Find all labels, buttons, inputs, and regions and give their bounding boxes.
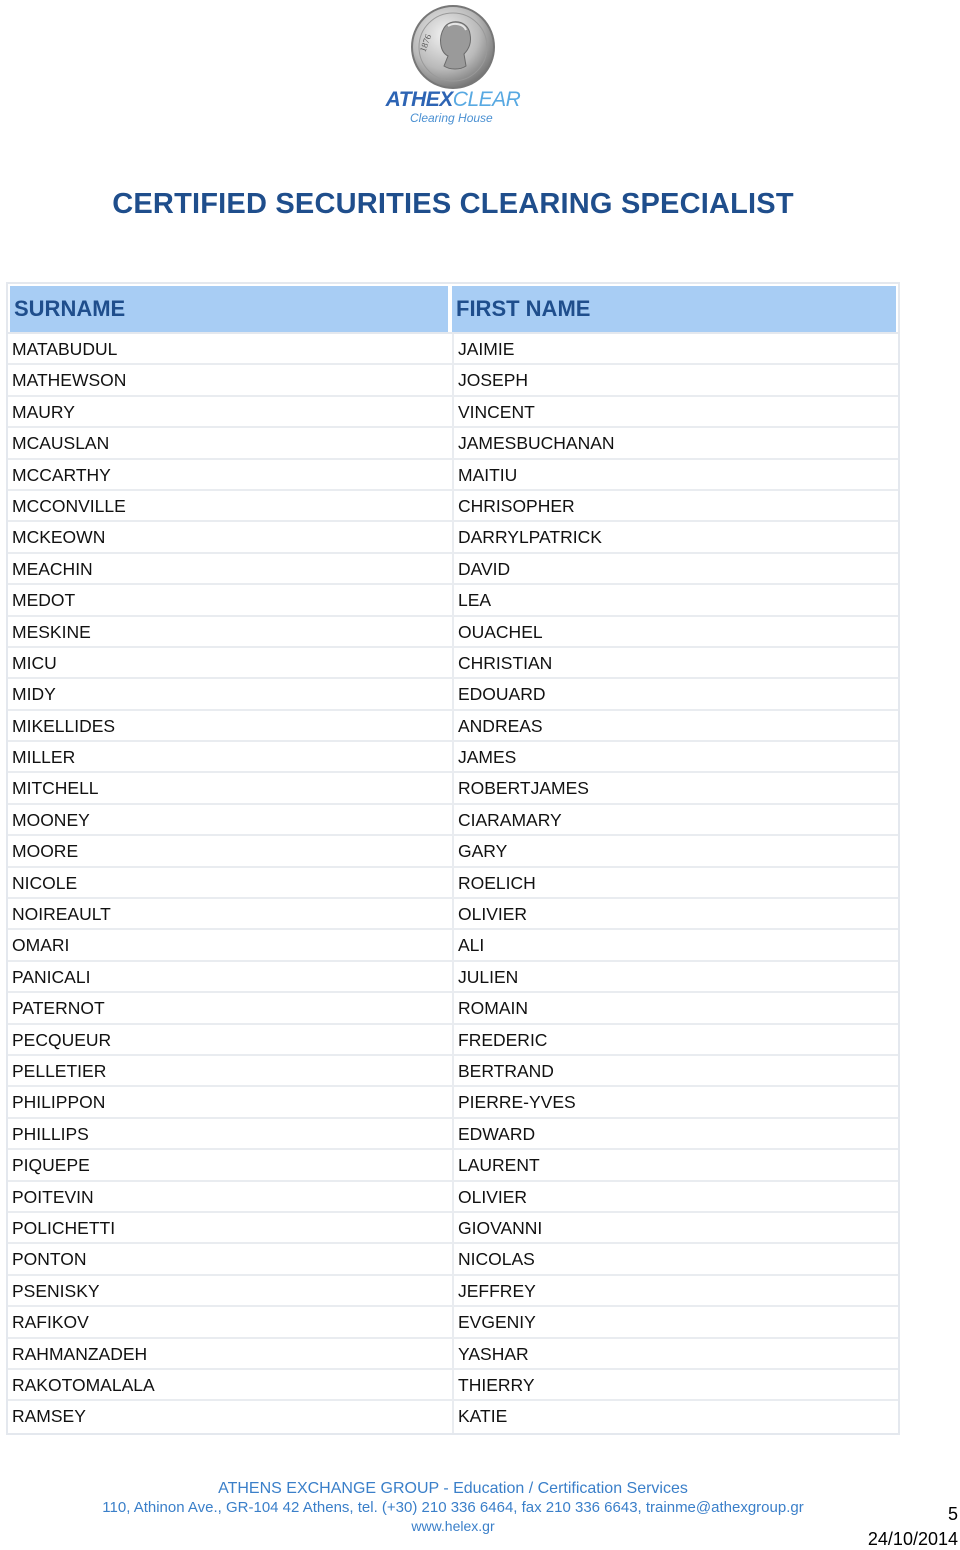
table-row [8, 993, 898, 1024]
cell-first-name: CHRISTIAN [458, 652, 553, 673]
cell-surname: NOIREAULT [8, 899, 454, 928]
cell-first-name: EDOUARD [458, 684, 546, 705]
cell-first-name: ROMAIN [458, 998, 528, 1019]
table-row [8, 428, 898, 459]
table-row [8, 930, 898, 961]
cell-first-name: ROBERTJAMES [458, 778, 589, 799]
table-row [8, 1182, 898, 1213]
page-date: 24/10/2014 [867, 1529, 958, 1549]
cell-first-name: JAMES [458, 747, 517, 768]
table-row [8, 460, 898, 491]
footer-address: 110, Athinon Ave., GR-104 42 Athens, tel. (+30) 210 336 6464, fax 210 336 6643, trainme@athexgroup.gr [102, 1499, 804, 1516]
cell-surname: MIDY [8, 679, 454, 708]
table-row [8, 711, 898, 742]
cell-surname: PHILIPPON [8, 1087, 454, 1116]
cell-first-name: PIERRE-YVES [458, 1092, 576, 1113]
cell-first-name: EDWARD [458, 1123, 536, 1144]
cell-surname: MOONEY [8, 805, 454, 834]
table-row [8, 648, 898, 679]
table-row [8, 679, 898, 710]
table-row [8, 1276, 898, 1307]
cell-first-name: JOSEPH [458, 370, 529, 391]
table-header [8, 284, 898, 334]
brand-athex: ATHEX [385, 88, 453, 111]
table-row [8, 836, 898, 867]
cell-surname: RAHMANZADEH [8, 1339, 454, 1368]
cell-surname: MCCARTHY [8, 460, 454, 489]
page-number: 5 [947, 1504, 958, 1524]
cell-surname: MITCHELL [8, 773, 454, 802]
cell-first-name: GIOVANNI [458, 1217, 543, 1238]
brand-clear: CLEAR [452, 88, 521, 111]
cell-first-name: NICOLAS [458, 1249, 535, 1270]
cell-surname: MIKELLIDES [8, 711, 454, 740]
cell-surname: PECQUEUR [8, 1025, 454, 1054]
table-row [8, 334, 898, 365]
cell-first-name: ALI [458, 935, 485, 956]
cell-first-name: CHRISOPHER [458, 495, 575, 516]
table-row [8, 491, 898, 522]
cell-surname: PANICALI [8, 962, 454, 991]
cell-surname: MCKEOWN [8, 522, 454, 551]
footer [0, 1479, 906, 1535]
table-row [8, 868, 898, 899]
footer-org: ATHENS EXCHANGE GROUP - Education / Certification Services [218, 1480, 688, 1497]
cell-surname: RAFIKOV [8, 1307, 454, 1336]
cell-first-name: CIARAMARY [458, 809, 562, 830]
seal-year: 1876 [417, 32, 434, 54]
cell-first-name: DARRYLPATRICK [458, 527, 602, 548]
specialists-table [6, 282, 900, 1435]
cell-first-name: OLIVIER [458, 904, 528, 925]
cell-first-name: EVGENIY [458, 1312, 536, 1333]
cell-first-name: THIERRY [458, 1374, 535, 1395]
table-body [8, 334, 898, 1433]
footer-website: www.helex.gr [411, 1518, 495, 1534]
page-title: CERTIFIED SECURITIES CLEARING SPECIALIST [112, 188, 794, 220]
cell-surname: MESKINE [8, 617, 454, 646]
cell-surname: NICOLE [8, 868, 454, 897]
cell-surname: MICU [8, 648, 454, 677]
cell-surname: PATERNOT [8, 993, 454, 1022]
table-row [8, 1119, 898, 1150]
table-row [8, 1307, 898, 1338]
cell-first-name: MAITIU [458, 464, 518, 485]
cell-surname: OMARI [8, 930, 454, 959]
column-header-first-name: FIRST NAME [452, 286, 896, 332]
table-row [8, 805, 898, 836]
cell-surname: MILLER [8, 742, 454, 771]
table-row [8, 585, 898, 616]
cell-first-name: GARY [458, 841, 508, 862]
cell-surname: POLICHETTI [8, 1213, 454, 1242]
table-row [8, 554, 898, 585]
column-header-surname: SURNAME [10, 286, 448, 332]
cell-surname: MEDOT [8, 585, 454, 614]
cell-surname: PONTON [8, 1244, 454, 1273]
coin-seal-icon [410, 4, 496, 90]
cell-first-name: ANDREAS [458, 715, 543, 736]
cell-first-name: VINCENT [458, 401, 535, 422]
table-row [8, 742, 898, 773]
table-row [8, 1401, 898, 1432]
cell-surname: MCCONVILLE [8, 491, 454, 520]
cell-first-name: BERTRAND [458, 1060, 554, 1081]
cell-surname: MATHEWSON [8, 365, 454, 394]
cell-surname: RAMSEY [8, 1401, 454, 1432]
table-row [8, 1213, 898, 1244]
cell-surname: PSENISKY [8, 1276, 454, 1305]
table-row [8, 962, 898, 993]
cell-first-name: YASHAR [458, 1343, 529, 1364]
cell-first-name: JEFFREY [458, 1280, 536, 1301]
cell-first-name: OLIVIER [458, 1186, 528, 1207]
cell-first-name: FREDERIC [458, 1029, 548, 1050]
table-row [8, 773, 898, 804]
cell-first-name: LAURENT [458, 1155, 540, 1176]
cell-first-name: LEA [458, 590, 492, 611]
table-row [8, 1056, 898, 1087]
cell-surname: PHILLIPS [8, 1119, 454, 1148]
table-row [8, 397, 898, 428]
cell-surname: MAURY [8, 397, 454, 426]
cell-surname: PELLETIER [8, 1056, 454, 1085]
table-row [8, 1150, 898, 1181]
cell-first-name: JAIMIE [458, 339, 515, 359]
brand-subtitle: Clearing House [410, 111, 493, 125]
table-row [8, 365, 898, 396]
table-row [8, 1244, 898, 1275]
table-row [8, 1025, 898, 1056]
cell-first-name: DAVID [458, 558, 511, 579]
cell-surname: MEACHIN [8, 554, 454, 583]
table-row [8, 1087, 898, 1118]
cell-surname: MATABUDUL [8, 334, 454, 363]
cell-surname: POITEVIN [8, 1182, 454, 1211]
cell-surname: MCAUSLAN [8, 428, 454, 457]
cell-first-name: OUACHEL [458, 621, 543, 642]
cell-first-name: ROELICH [458, 872, 536, 893]
athexclear-logo [380, 4, 540, 124]
brand-wordmark [380, 88, 526, 112]
table-row [8, 1370, 898, 1401]
cell-surname: PIQUEPE [8, 1150, 454, 1179]
cell-first-name: JULIEN [458, 966, 519, 987]
table-row [8, 522, 898, 553]
cell-first-name: KATIE [458, 1406, 508, 1427]
table-row [8, 899, 898, 930]
cell-surname: RAKOTOMALALA [8, 1370, 454, 1399]
cell-surname: MOORE [8, 836, 454, 865]
table-row [8, 617, 898, 648]
table-row [8, 1339, 898, 1370]
cell-first-name: JAMESBUCHANAN [458, 433, 615, 454]
